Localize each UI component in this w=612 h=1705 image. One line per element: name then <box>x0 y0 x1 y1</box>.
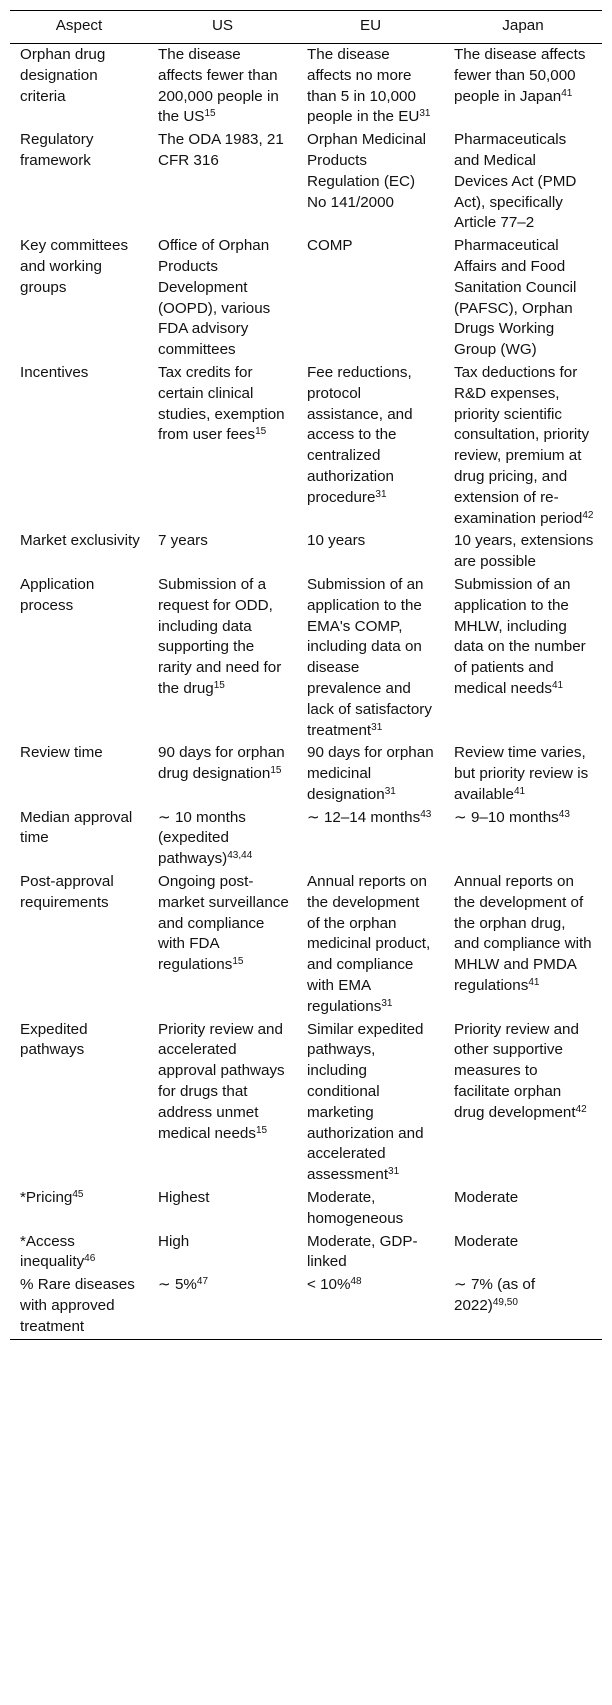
cell-text: Incentives <box>20 363 89 381</box>
citation-superscript: 42 <box>575 1103 587 1115</box>
header-japan: Japan <box>502 16 544 34</box>
cell-japan <box>444 871 602 1019</box>
cell-text: Median approval time <box>20 808 133 847</box>
cell-aspect <box>10 574 148 742</box>
cell-text: Orphan Medicinal Products Regulation (EC) No 141/2000 <box>307 131 427 211</box>
cell-us <box>148 871 297 1019</box>
cell-aspect <box>10 1231 148 1275</box>
cell-japan <box>444 1019 602 1187</box>
cell-aspect <box>10 871 148 1019</box>
cell-us <box>148 362 297 530</box>
cell-text: < 10% <box>307 1276 351 1294</box>
cell-text: Priority review and accelerated approval pathways for drugs that address unmet medical needs <box>158 1020 285 1142</box>
cell-text: Expedited pathways <box>20 1020 88 1059</box>
cell-text: ∼ 9–10 months <box>454 808 559 826</box>
cell-us <box>148 44 297 130</box>
cell-text: Annual reports on the development of the orphan drug, and compliance with MHLW and PMDA regulations <box>454 873 592 995</box>
table-row <box>10 807 602 871</box>
cell-text: Fee reductions, protocol assistance, and access to the centralized authorization procedure <box>307 363 413 506</box>
cell-text: Key committees and working groups <box>20 237 129 296</box>
cell-eu <box>297 235 444 362</box>
cell-text: % Rare diseases with approved treatment <box>20 1276 135 1335</box>
cell-japan <box>444 574 602 742</box>
table-row <box>10 1231 602 1275</box>
cell-text: *Access inequality <box>20 1232 85 1271</box>
cell-aspect <box>10 1187 148 1231</box>
citation-superscript: 15 <box>204 108 216 120</box>
citation-superscript: 15 <box>255 1124 268 1136</box>
cell-text: Priority review and other supportive measures to facilitate orphan drug development <box>454 1020 579 1121</box>
cell-text: Moderate, homogeneous <box>307 1189 404 1227</box>
citation-superscript: 31 <box>375 488 387 500</box>
cell-text: Regulatory framework <box>20 131 94 169</box>
cell-aspect <box>10 44 148 130</box>
cell-text: Post-approval requirements <box>20 873 114 911</box>
cell-eu <box>297 44 444 130</box>
cell-us <box>148 742 297 806</box>
cell-text: Annual reports on the development of the orphan medicinal product, and compliance with EMA regulations <box>307 873 431 1015</box>
cell-us <box>148 1187 297 1231</box>
cell-us <box>148 235 297 362</box>
cell-text: Moderate, GDP-linked <box>307 1232 418 1271</box>
cell-eu <box>297 871 444 1019</box>
cell-eu <box>297 574 444 742</box>
cell-text: Tax deductions for R&D expenses, priority scientific consultation, priority review, premium at drug pricing, and extension of re-examination period <box>454 363 590 527</box>
cell-text: Ongoing post-market surveillance and compliance with FDA regulations <box>158 873 289 974</box>
citation-superscript: 48 <box>350 1276 362 1288</box>
table-row <box>10 129 602 235</box>
cell-text: Pharmaceutical Affairs and Food Sanitation Council (PAFSC), Orphan Drugs Working Group (WG) <box>454 237 577 359</box>
citation-superscript: 15 <box>270 765 282 777</box>
citation-superscript: 43 <box>558 808 570 820</box>
cell-text: COMP <box>307 237 353 255</box>
cell-aspect <box>10 807 148 871</box>
citation-superscript: 31 <box>384 785 396 797</box>
cell-aspect <box>10 1019 148 1187</box>
header-eu: EU <box>359 16 382 34</box>
citation-superscript: 31 <box>388 1166 400 1178</box>
cell-japan <box>444 235 602 362</box>
cell-aspect <box>10 362 148 530</box>
cell-japan <box>444 530 602 574</box>
table-row <box>10 362 602 530</box>
cell-eu <box>297 129 444 235</box>
cell-aspect <box>10 129 148 235</box>
cell-text: Application process <box>20 575 95 614</box>
cell-text: High <box>158 1232 190 1250</box>
cell-eu <box>297 530 444 574</box>
citation-superscript: 42 <box>582 509 594 521</box>
cell-text: Submission of an application to the EMA's COMP, including data on disease prevalence and lack of satisfactory treatment <box>307 575 432 739</box>
citation-superscript: 31 <box>381 997 393 1009</box>
table-row <box>10 871 602 1019</box>
header-us: US <box>211 16 234 34</box>
cell-text: Submission of a request for ODD, including data supporting the rarity and need for the drug <box>158 575 282 697</box>
cell-text: Submission of an application to the MHLW, including data on the number of patients and medical needs <box>454 575 586 697</box>
table-row <box>10 574 602 742</box>
citation-superscript: 49,50 <box>492 1297 518 1309</box>
cell-text: The disease affects fewer than 50,000 people in Japan <box>454 46 586 105</box>
cell-text: Highest <box>158 1189 210 1207</box>
cell-text: 10 years <box>307 532 366 550</box>
cell-text: ∼ 5% <box>158 1276 197 1294</box>
cell-japan <box>444 44 602 130</box>
cell-text: ∼ 10 months (expedited pathways) <box>158 808 246 868</box>
header-aspect: Aspect <box>55 16 103 34</box>
cell-text: Market exclusivity <box>20 532 140 550</box>
cell-eu <box>297 1187 444 1231</box>
cell-text: Moderate <box>454 1189 519 1207</box>
cell-aspect <box>10 742 148 806</box>
citation-superscript: 41 <box>528 977 540 989</box>
cell-text: The disease affects fewer than 200,000 people in the US <box>158 46 279 126</box>
cell-us <box>148 129 297 235</box>
cell-text: *Pricing <box>20 1189 73 1207</box>
cell-text: ∼ 7% (as of 2022) <box>454 1276 536 1315</box>
citation-superscript: 45 <box>72 1189 84 1201</box>
cell-us <box>148 1231 297 1275</box>
cell-text: ∼ 12–14 months <box>307 808 421 826</box>
citation-superscript: 15 <box>255 426 267 438</box>
cell-eu <box>297 1231 444 1275</box>
table-row <box>10 1187 602 1231</box>
cell-text: The ODA 1983, 21 CFR 316 <box>158 131 284 169</box>
comparison-table <box>10 10 602 1340</box>
cell-japan <box>444 1187 602 1231</box>
header-row <box>10 11 602 44</box>
citation-superscript: 41 <box>561 87 573 99</box>
citation-superscript: 41 <box>551 679 564 691</box>
cell-text: Pharmaceuticals and Medical Devices Act (PMD Act), specifically Article 77–2 <box>454 131 577 232</box>
citation-superscript: 47 <box>196 1276 209 1288</box>
cell-text: Tax credits for certain clinical studies, exemption from user fees <box>158 363 285 444</box>
cell-text: 90 days for orphan medicinal designation <box>307 744 434 803</box>
cell-text: 10 years, extensions are possible <box>454 532 594 571</box>
table-row <box>10 530 602 574</box>
citation-superscript: 15 <box>213 679 225 691</box>
cell-text: 7 years <box>158 532 208 550</box>
table-row <box>10 742 602 806</box>
cell-aspect <box>10 530 148 574</box>
table-row <box>10 1274 602 1339</box>
cell-japan <box>444 362 602 530</box>
citation-superscript: 41 <box>513 785 526 797</box>
cell-japan <box>444 129 602 235</box>
cell-eu <box>297 1274 444 1339</box>
cell-text: Similar expedited pathways, including conditional marketing authorization and accelerated assessment <box>307 1020 424 1184</box>
table-body <box>10 44 602 1340</box>
table-row <box>10 1019 602 1187</box>
citation-superscript: 43,44 <box>227 850 253 862</box>
cell-japan <box>444 742 602 806</box>
cell-us <box>148 807 297 871</box>
cell-eu <box>297 807 444 871</box>
cell-eu <box>297 362 444 530</box>
table-header <box>10 11 602 44</box>
citation-superscript: 15 <box>232 956 244 968</box>
cell-text: Office of Orphan Products Development (OOPD), various FDA advisory committees <box>158 237 271 359</box>
citation-superscript: 43 <box>420 808 432 820</box>
cell-text: Orphan drug designation criteria <box>20 46 106 105</box>
cell-us <box>148 530 297 574</box>
cell-us <box>148 1274 297 1339</box>
cell-us <box>148 1019 297 1187</box>
cell-aspect <box>10 1274 148 1339</box>
cell-japan <box>444 1231 602 1275</box>
citation-superscript: 46 <box>84 1253 96 1265</box>
cell-eu <box>297 1019 444 1187</box>
cell-eu <box>297 742 444 806</box>
cell-japan <box>444 1274 602 1339</box>
cell-japan <box>444 807 602 871</box>
cell-aspect <box>10 235 148 362</box>
cell-text: Review time <box>20 744 103 762</box>
citation-superscript: 31 <box>371 721 383 733</box>
cell-text: Moderate <box>454 1232 519 1250</box>
table-row <box>10 235 602 362</box>
cell-text: 90 days for orphan drug designation <box>158 744 285 783</box>
cell-text: Review time varies, but priority review is available <box>454 744 589 803</box>
table-row <box>10 44 602 130</box>
cell-text: The disease affects no more than 5 in 10,000 people in the EU <box>307 46 420 126</box>
citation-superscript: 31 <box>419 108 431 120</box>
cell-us <box>148 574 297 742</box>
